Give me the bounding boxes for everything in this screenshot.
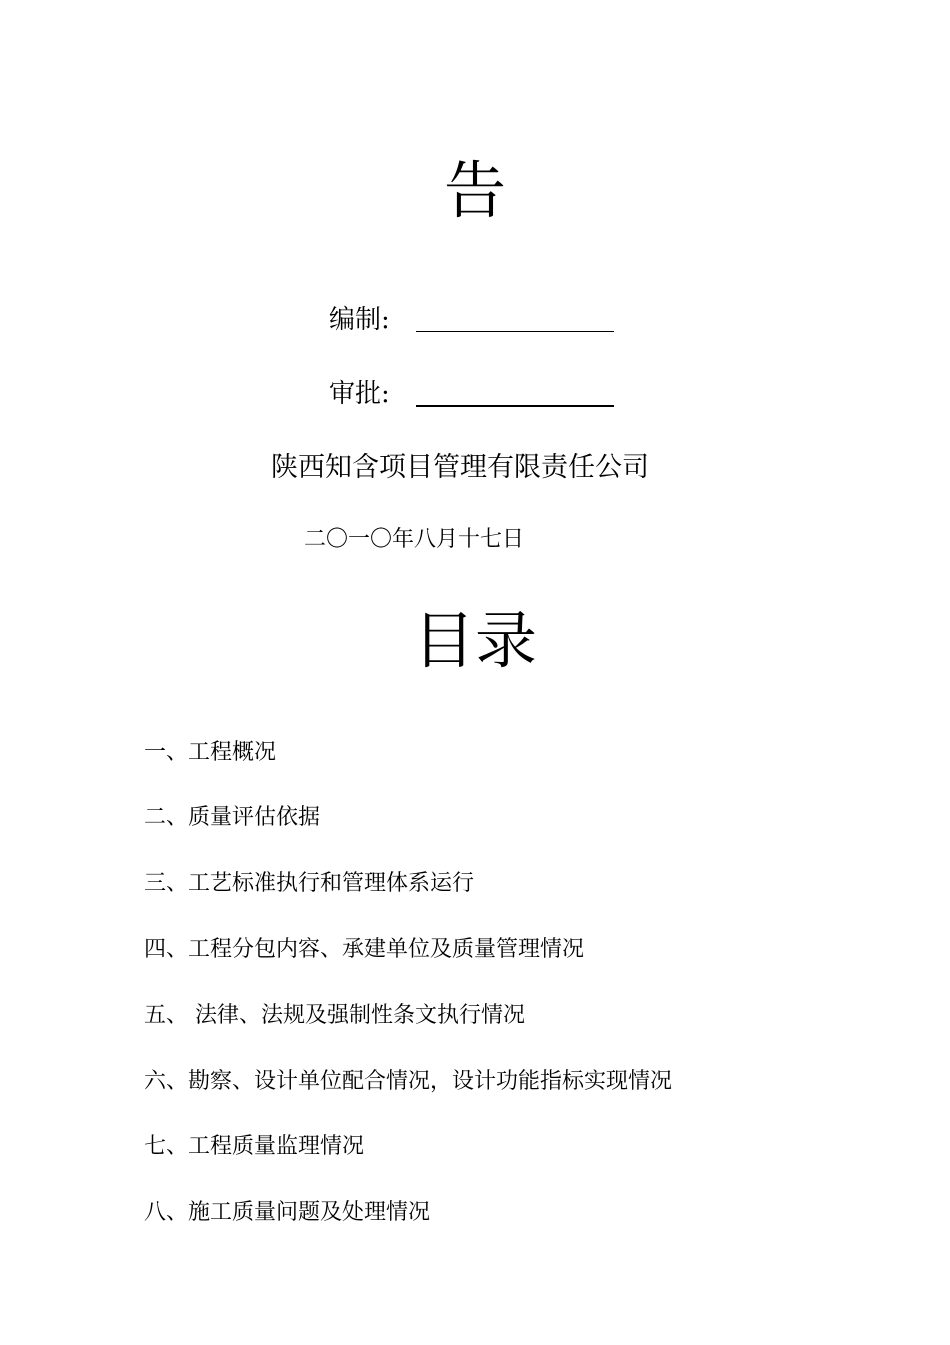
toc-item: 六、勘察、设计单位配合情况，设计功能指标实现情况 — [144, 1069, 673, 1094]
toc-item: 八、施工质量问题及处理情况 — [144, 1200, 431, 1225]
toc-item: 五、 法律、法规及强制性条文执行情况 — [144, 1003, 525, 1028]
compiled-label: 编制: — [329, 305, 390, 335]
report-date: 二〇一〇年八月十七日 — [304, 527, 525, 552]
toc-item: 三、工艺标准执行和管理体系运行 — [144, 871, 475, 896]
toc-item: 一、工程概况 — [144, 740, 277, 765]
toc-item: 二、质量评估依据 — [144, 805, 321, 830]
compiled-signature-line — [416, 331, 614, 332]
approved-label: 审批: — [329, 379, 390, 409]
toc-heading: 目录 — [412, 604, 537, 677]
company-name: 陕西知含项目管理有限责任公司 — [271, 452, 649, 483]
approved-signature-line — [416, 405, 614, 407]
toc-item: 四、工程分包内容、承建单位及质量管理情况 — [144, 937, 585, 962]
toc-item: 七、工程质量监理情况 — [144, 1134, 365, 1159]
cover-title-fragment: 告 — [443, 154, 506, 227]
